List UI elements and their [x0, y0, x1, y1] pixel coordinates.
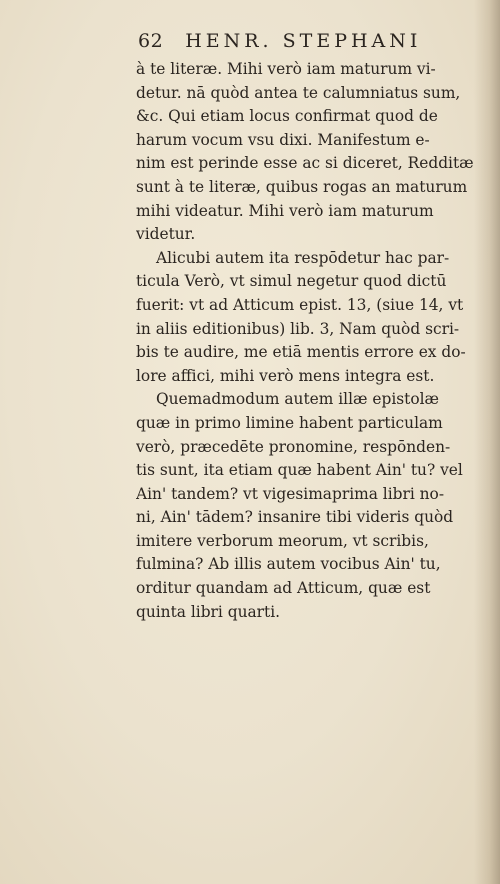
text-line: verò, præcedēte pronomine, respōnden-: [136, 437, 451, 456]
text-line: fulmina? Ab illis autem vocibus Ain' tu,: [136, 555, 441, 574]
text-line: quinta libri quarti.: [136, 602, 281, 621]
body-text: [136, 58, 482, 624]
text-line: quæ in primo limine habent particulam: [136, 413, 443, 432]
text-line: ticula Verò, vt simul negetur quod dictū: [136, 272, 447, 291]
text-line: detur. nā quòd antea te calumniatus sum,: [136, 83, 461, 102]
text-line: bis te audire, me etiā mentis errore ex do-: [136, 343, 466, 362]
text-line: Ain' tandem? vt vigesimaprima libri no-: [136, 484, 445, 503]
text-line: videtur.: [136, 225, 196, 244]
text-line: fuerit: vt ad Atticum epist. 13, (siue 14, vt: [136, 295, 464, 314]
running-head: HENR. STEPHANI: [185, 30, 422, 52]
text-line: ni, Ain' tādem? insanire tibi videris quòd: [136, 508, 454, 527]
text-line: imitere verborum meorum, vt scribis,: [136, 531, 429, 550]
text-line: tis sunt, ita etiam quæ habent Ain' tu? vel: [136, 461, 463, 480]
text-line: à te literæ. Mihi verò iam maturum vi-: [136, 60, 436, 78]
text-line: nim est perinde esse ac si diceret, Redditæ: [136, 154, 474, 173]
text-line: in aliis editionibus) lib. 3, Nam quòd scri-: [136, 319, 460, 338]
page-header: [138, 30, 473, 52]
text-line: lore affici, mihi verò mens integra est.: [136, 366, 435, 385]
text-line: sunt à te literæ, quibus rogas an maturum: [136, 177, 468, 196]
text-line: mihi videatur. Mihi verò iam maturum: [136, 201, 434, 220]
paragraph-first-line: Quemadmodum autem illæ epistolæ: [156, 390, 439, 409]
page-number: 62: [138, 30, 164, 52]
text-line: harum vocum vsu dixi. Manifestum e-: [136, 130, 430, 149]
text-line: orditur quandam ad Atticum, quæ est: [136, 579, 431, 598]
text-line: &c. Qui etiam locus confirmat quod de: [136, 107, 438, 126]
paragraph-first-line: Alicubi autem ita respōdetur hac par-: [156, 248, 450, 267]
